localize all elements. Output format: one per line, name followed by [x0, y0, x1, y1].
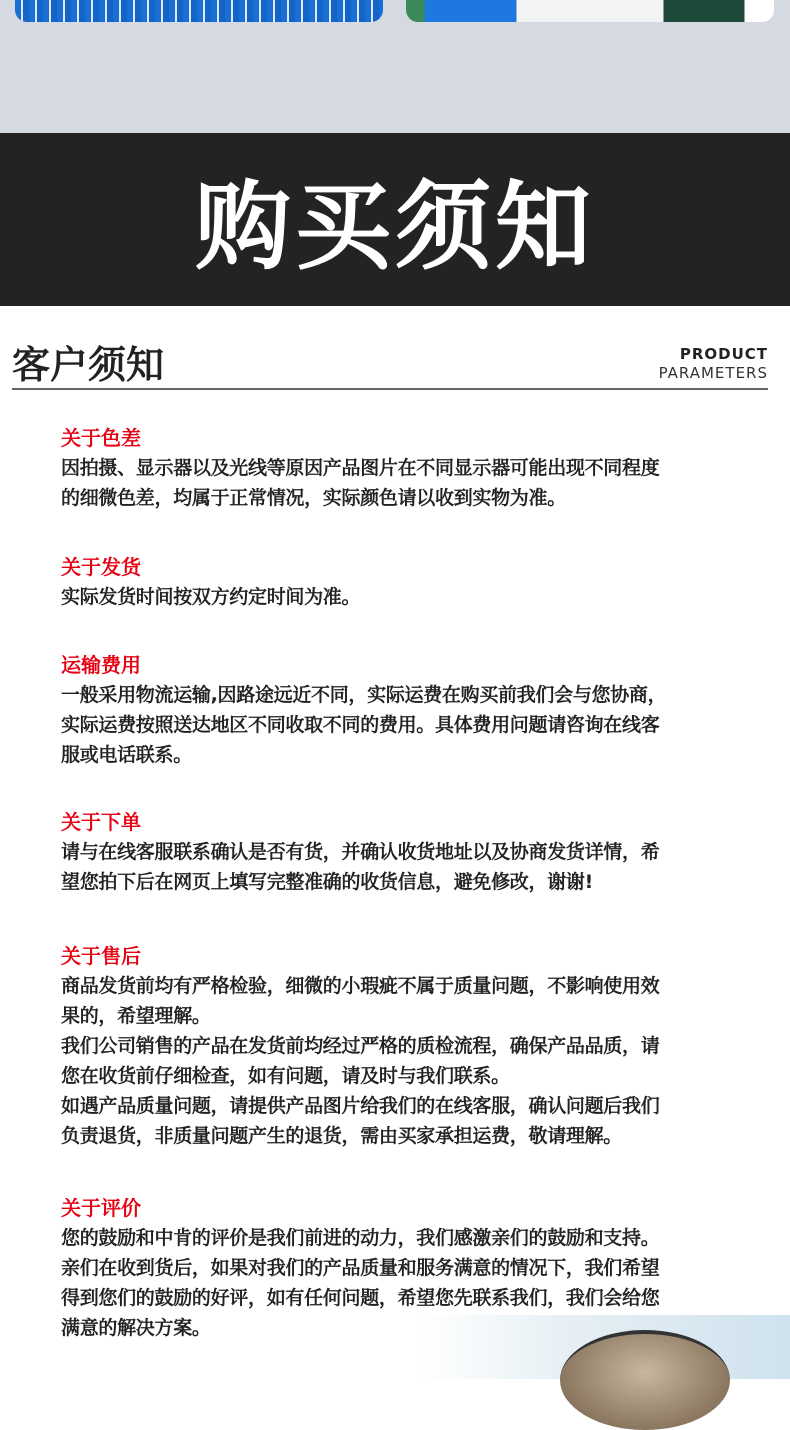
notice-section — [61, 423, 741, 513]
notice-line: 的细微色差，均属于正常情况，实际颜色请以收到实物为准。 — [61, 487, 566, 509]
notice-title: 关于发货 — [61, 555, 141, 579]
header-title: 客户须知 — [12, 343, 165, 387]
notice-title: 关于售后 — [61, 944, 141, 968]
notice-line: 实际发货时间按双方约定时间为准。 — [61, 586, 361, 608]
notice-title: 关于色差 — [61, 426, 141, 450]
notice-line: 如遇产品质量问题，请提供产品图片给我们的在线客服，确认问题后我们 — [61, 1095, 660, 1117]
notice-line: 望您拍下后在网页上填写完整准确的收货信息，避免修改，谢谢! — [61, 871, 593, 893]
notice-section — [61, 650, 741, 770]
notice-line: 请与在线客服联系确认是否有货，并确认收货地址以及协商发货详情，希 — [61, 841, 660, 863]
notice-line: 满意的解决方案。 — [61, 1317, 211, 1339]
notice-line: 一般采用物流运输,因路途远近不同，实际运费在购买前我们会与您协商， — [61, 684, 667, 706]
notice-title: 关于评价 — [61, 1196, 141, 1220]
section-header — [12, 330, 768, 390]
notice-section — [61, 807, 741, 897]
header-en-line1: PRODUCT — [679, 345, 768, 363]
notice-line: 因拍摄、显示器以及光线等原因产品图片在不同显示器可能出现不同程度 — [61, 457, 660, 479]
top-band — [0, 0, 790, 133]
notice-line: 负责退货，非质量问题产生的退货，需由买家承担运费，敬请理解。 — [61, 1125, 623, 1147]
notice-line: 您在收货前仔细检查，如有问题，请及时与我们联系。 — [61, 1065, 510, 1087]
notice-line: 果的，希望理解。 — [61, 1005, 211, 1027]
banner-title: 购买须知 — [195, 171, 595, 283]
notice-line: 我们公司销售的产品在发货前均经过严格的质检流程，确保产品品质，请 — [61, 1035, 660, 1057]
notice-title: 关于下单 — [61, 810, 141, 834]
banner — [0, 133, 790, 306]
notice-section — [61, 552, 741, 612]
notice-title: 运输费用 — [61, 653, 141, 677]
product-photo-worker — [406, 0, 774, 22]
header-en-line2: PARAMETERS — [658, 364, 768, 382]
notice-line: 亲们在收到货后，如果对我们的产品质量和服务满意的情况下，我们希望 — [61, 1257, 660, 1279]
notice-line: 实际运费按照送达地区不同收取不同的费用。具体费用问题请咨询在线客 — [61, 714, 660, 736]
notice-line: 商品发货前均有严格检验，细微的小瑕疵不属于质量问题，不影响使用效 — [61, 975, 660, 997]
product-photo-basket — [15, 0, 383, 22]
notice-line: 您的鼓励和中肯的评价是我们前进的动力，我们感激亲们的鼓励和支持。 — [61, 1227, 660, 1249]
customer-service-agent-hair — [560, 1330, 730, 1430]
notice-section — [61, 941, 741, 1151]
notice-line: 服或电话联系。 — [61, 744, 192, 766]
notice-line: 得到您们的鼓励的好评，如有任何问题，希望您先联系我们，我们会给您 — [61, 1287, 660, 1309]
